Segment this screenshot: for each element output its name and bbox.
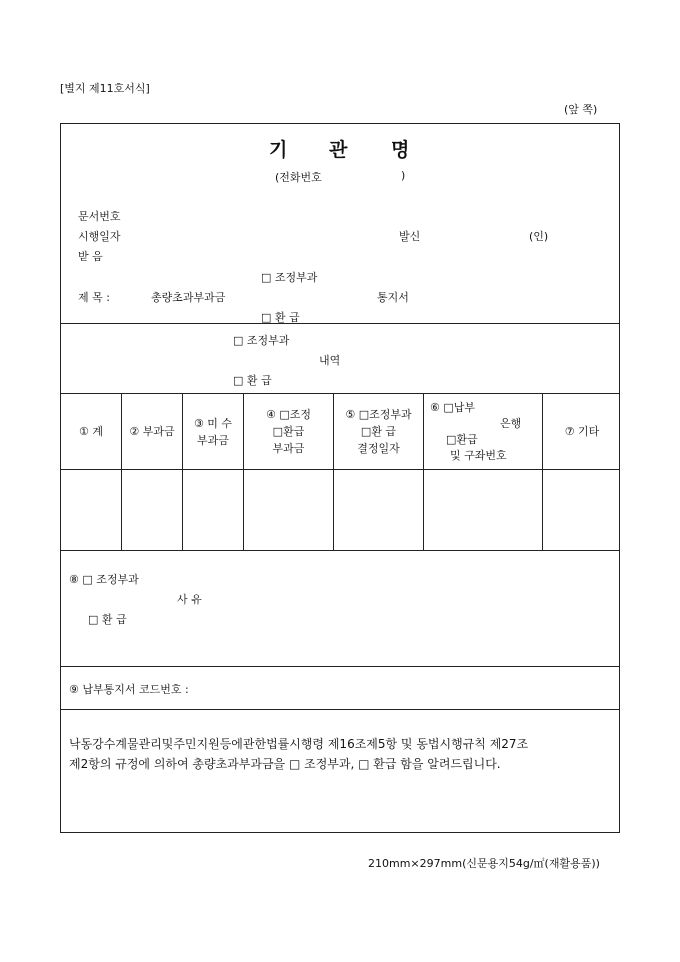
col-total-header	[61, 394, 121, 469]
divider	[61, 469, 619, 470]
col-decision-header	[334, 394, 423, 469]
col-decision-label-2: □환 급	[360, 425, 397, 438]
col-adjust-label-3: 부과금	[272, 442, 305, 455]
divider	[61, 709, 619, 710]
col-bank-label-3: □환급	[446, 432, 478, 446]
detail-adjust-option: □ 조정부과	[233, 334, 290, 347]
subject-adjust-option: □ 조정부과	[261, 271, 318, 284]
table-column-line	[243, 394, 244, 550]
col-adjust-label-1: ④ □조정	[265, 408, 311, 421]
table-column-line	[182, 394, 183, 550]
reason-refund-option: □ 환 급	[88, 613, 127, 626]
detail-refund-option: □ 환 급	[233, 374, 272, 387]
col-charge-label: ② 부과금	[129, 425, 175, 438]
paper-spec-label: 210mm×297mm(신문용지54g/㎡(재활용품))	[368, 857, 600, 870]
col-unpaid-label-1: ③ 미 수	[193, 416, 233, 430]
table-column-line	[333, 394, 334, 550]
closing-text-line-1: 낙동강수계물관리및주민지원등에관한법률시행령 제16조제5항 및 동법시행규칙 제27조	[69, 737, 529, 751]
reason-label: 사 유	[177, 593, 202, 606]
page-side-label: (앞 쪽)	[564, 103, 598, 116]
agency-name-char-3: 명	[391, 139, 410, 161]
notice-form	[60, 123, 620, 833]
table-column-line	[121, 394, 122, 550]
reason-adjust-option: ⑧ □ 조정부과	[69, 573, 139, 586]
col-etc-header	[543, 394, 621, 469]
col-unpaid-label-2: 부과금	[197, 433, 229, 447]
agency-name-char-1: 기	[269, 139, 288, 161]
col-bank-label-2: 은행	[500, 416, 522, 430]
subject-text: 총량초과부과금	[151, 291, 226, 304]
notice-label: 통지서	[377, 291, 409, 304]
phone-label-open: (전화번호	[275, 171, 322, 184]
table-column-line	[542, 394, 543, 550]
col-adjust-label-2: □환급	[272, 425, 305, 438]
agency-name-char-2: 관	[329, 139, 348, 161]
col-decision-label-1: ⑤ □조정부과	[345, 408, 412, 421]
col-decision-label-3: 결정일자	[357, 442, 400, 455]
col-bank-label-4: 및 구좌번호	[450, 448, 507, 462]
seal-label: (인)	[529, 230, 549, 243]
detail-label: 내역	[319, 354, 341, 367]
form-id-label: [별지 제11호서식]	[60, 82, 150, 95]
divider	[61, 323, 619, 324]
code-number-label: ⑨ 납부통지서 코드번호 :	[69, 683, 189, 696]
closing-text-line-2: 제2항의 규정에 의하여 총량초과부과금을 □ 조정부과, □ 환급 함을 알려드립니다.	[69, 757, 501, 771]
col-bank-header	[424, 394, 542, 469]
doc-number-label: 문서번호	[78, 210, 121, 223]
receiver-label: 받 음	[78, 250, 103, 263]
col-etc-label: ⑦ 기타	[564, 425, 600, 438]
col-adjust-header	[244, 394, 333, 469]
col-total-label: ① 계	[79, 425, 103, 438]
table-column-line	[423, 394, 424, 550]
subject-label: 제 목 :	[78, 291, 110, 304]
col-unpaid-header	[183, 394, 243, 469]
divider	[61, 666, 619, 667]
col-charge-header	[122, 394, 182, 469]
date-label: 시행일자	[78, 230, 121, 243]
sender-label: 발신	[399, 230, 421, 243]
subject-refund-option: □ 환 급	[261, 311, 300, 324]
divider	[61, 550, 619, 551]
col-bank-label-1: ⑥ □납부	[430, 400, 476, 414]
phone-label-close: )	[401, 169, 406, 182]
